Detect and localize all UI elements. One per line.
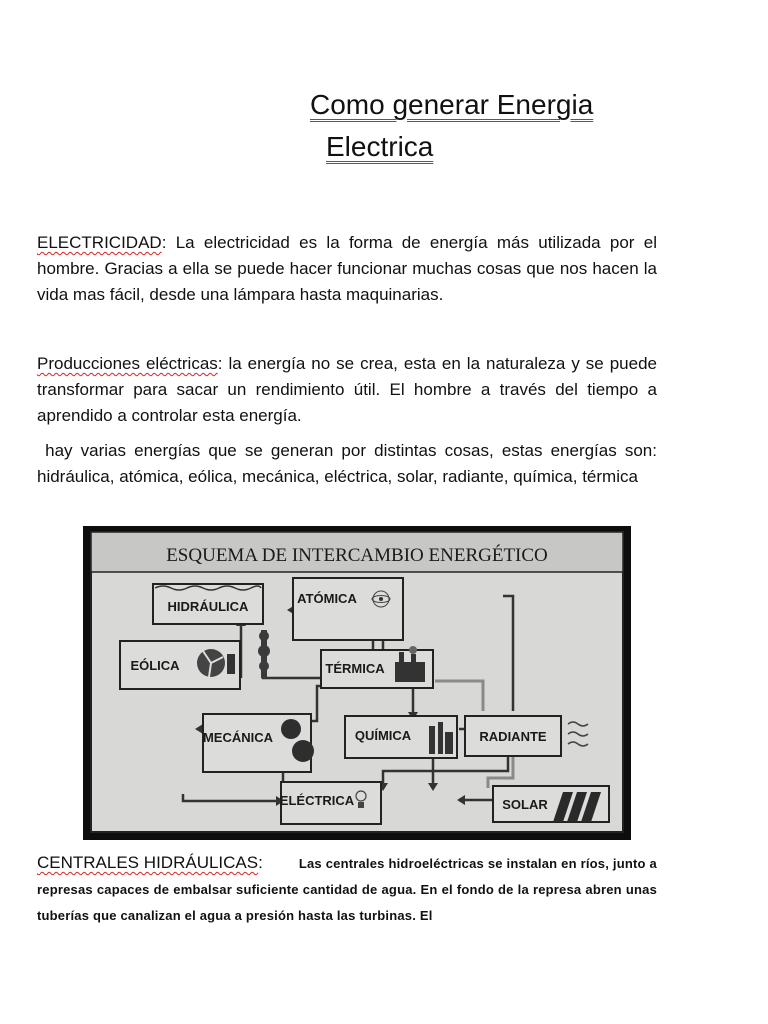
- box-solar: SOLAR: [502, 797, 548, 812]
- text-electricidad: : La electricidad es la forma de energía más utilizada por el hombre. Gracias a ella se puede hacer funcionar muchas cosas que nos hacen la vida mas fácil, desde una lámpara hasta maquinarias.: [37, 233, 657, 304]
- paragraph-centrales-hidraulicas: [37, 850, 657, 928]
- energy-exchange-diagram-photo: [83, 526, 631, 840]
- term-producciones: Producciones eléctricas: [37, 354, 218, 373]
- box-electrica: ELÉCTRICA: [279, 793, 355, 808]
- diagram-title: ESQUEMA DE INTERCAMBIO ENERGÉTICO: [166, 545, 548, 566]
- box-quimica: QUÍMICA: [354, 728, 412, 743]
- paragraph-electricidad: [37, 230, 657, 308]
- text-producciones: : la energía no se crea, esta en la naturaleza y se puede transformar para sacar un rendimiento útil. El hombre a través del tiempo a aprendido a controlar esta energía.: [37, 354, 658, 425]
- box-hidraulica: HIDRÁULICA: [167, 599, 249, 614]
- term-colon: :: [258, 853, 263, 872]
- box-termica: TÉRMICA: [325, 661, 385, 676]
- text-centrales-hidraulicas: Las centrales hidroeléctricas se instalan en ríos, junto a represas capaces de embalsar suficiente cantidad de agua. En el fondo de la represa abren unas tuberías que canalizan el agua a presión hasta las turbinas. El: [37, 856, 657, 923]
- page-title-line-2: Electrica: [326, 131, 434, 162]
- page-title-line-1: Como generar Energia: [310, 89, 594, 120]
- paragraph-producciones: [37, 351, 657, 429]
- term-centrales-hidraulicas: CENTRALES HIDRÁULICAS: [37, 853, 259, 872]
- text-varias-energias: hay varias energías que se generan por distintas cosas, estas energías son: hidráulica, atómica, eólica, mecánica, eléctrica, solar, radiante, química, térmica: [37, 441, 662, 486]
- box-atomica: ATÓMICA: [297, 591, 357, 606]
- term-electricidad: ELECTRICIDAD: [37, 233, 162, 252]
- box-radiante: RADIANTE: [479, 729, 547, 744]
- paragraph-varias-energias: [37, 438, 662, 490]
- box-eolica: EÓLICA: [130, 658, 180, 673]
- box-mecanica: MECÁNICA: [202, 730, 274, 745]
